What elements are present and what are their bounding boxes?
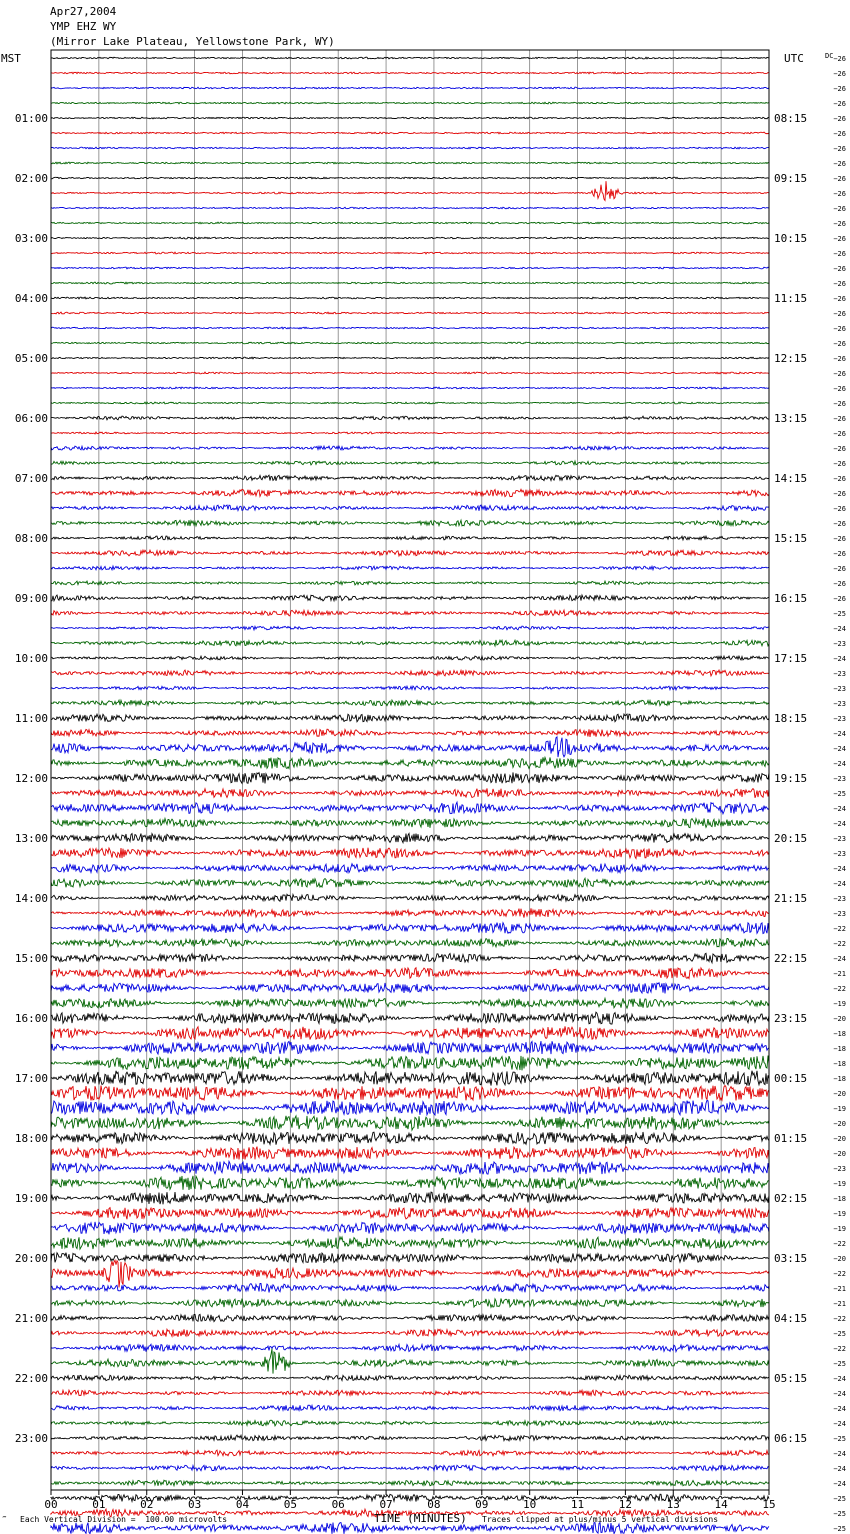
trace-row [51,640,769,646]
dc-offset-label: −22 [833,925,846,933]
trace-row [51,177,769,179]
left-hour-label: 20:00 [14,1252,48,1265]
dc-offset-label: −20 [833,1255,846,1263]
trace-row [51,953,769,962]
left-hour-label: 02:00 [14,172,48,185]
trace-row [51,1435,769,1441]
trace-row [51,788,769,797]
dc-offset-label: −20 [833,1150,846,1158]
dc-offset-label: −24 [833,625,846,633]
trace-row [51,848,769,859]
trace-row [51,1405,769,1411]
trace-row [51,1207,769,1219]
trace-row [51,802,769,814]
dc-offset-label: −22 [833,1240,846,1248]
dc-offset-label: −23 [833,850,846,858]
trace-row [51,581,769,585]
trace-row [51,222,769,224]
trace-row [51,737,769,757]
trace-row [51,908,769,917]
trace-row [51,894,769,901]
dc-offset-label: −26 [833,280,846,288]
dc-offset-label: −26 [833,235,846,243]
trace-row [51,87,769,89]
trace-row [51,357,769,359]
dc-offset-label: −24 [833,655,846,663]
dc-offset-label: −18 [833,1195,846,1203]
trace-row [51,1176,769,1190]
right-hour-label: 14:15 [774,472,808,485]
left-hour-labels [15,112,48,1445]
station-location: (Mirror Lake Plateau, Yellowstone Park, WY) [50,35,335,48]
x-tick-label: 13 [666,1498,680,1511]
x-tick-label: 07 [379,1498,393,1511]
dc-offset-label: −26 [833,340,846,348]
left-hour-label: 06:00 [14,412,48,425]
right-timezone-label: UTC [784,52,804,65]
trace-row [51,1284,769,1293]
dc-offset-label: −26 [833,265,846,273]
trace-row [51,475,769,481]
right-hour-label: 02:15 [774,1192,808,1205]
x-axis-title: TIME (MINUTES) [374,1512,467,1525]
dc-offset-label: −24 [833,865,846,873]
trace-row [51,489,769,496]
dc-offset-label: −24 [833,805,846,813]
dc-offset-label: −21 [833,1300,846,1308]
trace-row [51,312,769,314]
trace-row [51,1299,769,1308]
dc-offset-label: −22 [833,1315,846,1323]
dc-offset-label: −19 [833,1180,846,1188]
seismic-traces [51,57,769,1534]
trace-row [51,1041,769,1054]
trace-row [51,656,769,660]
dc-offset-label: −26 [833,325,846,333]
dc-offset-label: −26 [833,385,846,393]
left-hour-label: 16:00 [14,1012,48,1025]
x-tick-label: 05 [283,1498,297,1511]
left-hour-label: 13:00 [14,832,48,845]
dc-offset-label: −26 [833,310,846,318]
trace-row [51,297,769,299]
trace-row [51,1012,769,1024]
x-tick-label: 03 [187,1498,202,1511]
trace-row [51,1237,769,1249]
dc-offset-label: −25 [833,1525,846,1533]
trace-row [51,446,769,450]
trace-row [51,1056,769,1071]
trace-row [51,626,769,630]
dc-offset-label: −25 [833,610,846,618]
trace-row [51,550,769,556]
trace-row [51,72,769,74]
right-hour-label: 08:15 [774,112,808,125]
trace-row [51,700,769,706]
right-hour-label: 01:15 [774,1132,808,1145]
footer-mark: ‴ [2,1515,7,1524]
trace-row [51,983,769,994]
trace-row [51,117,769,119]
trace-row [51,416,769,420]
trace-row [51,181,769,200]
trace-row [51,267,769,269]
dc-offset-label: −26 [833,490,846,498]
trace-row [51,566,769,570]
left-hour-label: 11:00 [14,712,48,725]
dc-offset-label: −21 [833,970,846,978]
x-tick-label: 14 [714,1498,728,1511]
dc-offset-label: −26 [833,580,846,588]
right-hour-label: 21:15 [774,892,808,905]
right-hour-label: 19:15 [774,772,808,785]
x-tick-label: 09 [475,1498,489,1511]
x-tick-label: 00 [44,1498,58,1511]
dc-offset-label: −26 [833,595,846,603]
left-hour-label: 09:00 [14,592,48,605]
dc-offset-label: −26 [833,130,846,138]
dc-offset-label: −24 [833,1450,846,1458]
dc-column-label: DC [825,52,834,60]
right-hour-label: 10:15 [774,232,808,245]
trace-row [51,968,769,979]
trace-row [51,1480,769,1486]
dc-offset-label: −26 [833,370,846,378]
dc-offset-label: −26 [833,100,846,108]
dc-offset-label: −26 [833,445,846,453]
x-tick-label: 08 [427,1498,441,1511]
x-tick-label: 04 [235,1498,250,1511]
right-hour-label: 11:15 [774,292,808,305]
dc-offset-label: −26 [833,565,846,573]
right-hour-label: 00:15 [774,1072,808,1085]
dc-offset-label: −22 [833,940,846,948]
trace-row [51,1420,769,1426]
x-tick-label: 15 [762,1498,776,1511]
right-hour-label: 22:15 [774,952,808,965]
trace-row [51,1314,769,1321]
dc-offset-label: −23 [833,910,846,918]
left-hour-label: 01:00 [14,112,48,125]
trace-row [51,1375,769,1380]
trace-row [51,595,769,601]
trace-row [51,1494,769,1502]
x-tick-label: 06 [331,1498,345,1511]
left-hour-label: 08:00 [14,532,48,545]
trace-row [51,939,769,948]
left-hour-label: 10:00 [14,652,48,665]
dc-offset-label: −26 [833,145,846,153]
dc-offset-label: −22 [833,985,846,993]
dc-offset-label: −26 [833,70,846,78]
trace-row [51,757,769,768]
trace-row [51,207,769,209]
right-hour-label: 06:15 [774,1432,808,1445]
clip-note: Traces clipped at plus/minus 5 vertical divisions [482,1515,719,1524]
trace-row [51,461,769,465]
dc-offset-label: −24 [833,1480,846,1488]
dc-offset-label: −26 [833,115,846,123]
right-hour-label: 09:15 [774,172,808,185]
dc-offset-label: −26 [833,475,846,483]
trace-row [51,1086,769,1101]
trace-row [51,520,769,526]
left-hour-label: 04:00 [14,292,48,305]
trace-row [51,729,769,737]
right-hour-label: 20:15 [774,832,808,845]
trace-row [51,387,769,389]
left-hour-label: 23:00 [14,1432,48,1445]
trace-row [51,505,769,511]
dc-offset-label: −26 [833,550,846,558]
trace-row [51,610,769,616]
trace-row [51,670,769,676]
x-tick-label: 12 [618,1498,633,1511]
dc-offset-label: −19 [833,1105,846,1113]
trace-row [51,923,769,934]
right-hour-labels [774,112,807,1445]
dc-offset-label: −25 [833,1510,846,1518]
x-tick-label: 11 [570,1498,585,1511]
trace-row [51,282,769,284]
trace-row [51,1116,769,1130]
trace-row [51,1071,769,1086]
dc-offset-label: −24 [833,880,846,888]
trace-row [51,1329,769,1337]
right-hour-label: 17:15 [774,652,808,665]
right-hour-label: 03:15 [774,1252,808,1265]
trace-row [51,1390,769,1396]
trace-row [51,1132,769,1145]
dc-offset-label: −26 [833,220,846,228]
dc-offset-label: −26 [833,415,846,423]
x-tick-label: 02 [140,1498,154,1511]
trace-row [51,819,769,828]
dc-offset-label: −24 [833,760,846,768]
station-code: YMP EHZ WY [50,20,117,33]
left-hour-label: 07:00 [14,472,48,485]
dc-offset-label: −18 [833,1075,846,1083]
left-hour-label: 21:00 [14,1312,48,1325]
trace-row [51,1465,769,1471]
dc-offset-label: −23 [833,715,846,723]
dc-offset-labels [833,55,846,1534]
trace-row [51,1450,769,1456]
trace-row [51,772,769,783]
trace-row [51,237,769,239]
right-hour-label: 15:15 [774,532,808,545]
dc-offset-label: −23 [833,1165,846,1173]
trace-row [51,252,769,254]
dc-offset-label: −24 [833,1405,846,1413]
left-hour-label: 18:00 [14,1132,48,1145]
dc-offset-label: −25 [833,1360,846,1368]
dc-offset-label: −24 [833,955,846,963]
dc-offset-label: −26 [833,250,846,258]
dc-offset-label: −26 [833,505,846,513]
dc-offset-label: −26 [833,430,846,438]
right-hour-label: 23:15 [774,1012,808,1025]
dc-offset-label: −22 [833,1270,846,1278]
dc-offset-label: −24 [833,820,846,828]
left-hour-label: 05:00 [14,352,48,365]
trace-row [51,102,769,104]
trace-row [51,402,769,404]
left-hour-label: 22:00 [14,1372,48,1385]
dc-offset-label: −24 [833,1375,846,1383]
dc-offset-label: −26 [833,55,846,63]
trace-row [51,1147,769,1160]
trace-row [51,327,769,329]
trace-row [51,1100,769,1115]
dc-offset-label: −18 [833,1045,846,1053]
dc-offset-label: −23 [833,685,846,693]
dc-offset-label: −26 [833,295,846,303]
trace-row [51,878,769,887]
dc-offset-label: −23 [833,775,846,783]
trace-row [51,998,769,1008]
dc-offset-label: −23 [833,895,846,903]
dc-offset-label: −26 [833,460,846,468]
trace-row [51,864,769,873]
dc-offset-label: −26 [833,175,846,183]
dc-offset-label: −19 [833,1210,846,1218]
right-hour-label: 04:15 [774,1312,808,1325]
dc-offset-label: −22 [833,1345,846,1353]
dc-offset-label: −20 [833,1120,846,1128]
dc-offset-label: −24 [833,1390,846,1398]
dc-offset-label: −24 [833,730,846,738]
dc-offset-label: −24 [833,1465,846,1473]
scale-note: Each Vertical Division = 100.00 microvolts [20,1515,228,1524]
trace-row [51,147,769,149]
trace-row [51,1260,769,1287]
dc-offset-label: −26 [833,190,846,198]
dc-offset-label: −19 [833,1000,846,1008]
trace-row [51,1344,769,1351]
right-hour-label: 16:15 [774,592,808,605]
trace-row [51,372,769,374]
left-timezone-label: MST [1,52,21,65]
x-tick-label: 10 [523,1498,537,1511]
dc-offset-label: −25 [833,1495,846,1503]
dc-offset-label: −18 [833,1060,846,1068]
dc-offset-label: −26 [833,520,846,528]
left-hour-label: 19:00 [14,1192,48,1205]
trace-row [51,1222,769,1234]
trace-row [51,1253,769,1263]
trace-row [51,1192,769,1204]
trace-row [51,1349,769,1374]
dc-offset-label: −19 [833,1225,846,1233]
right-hour-label: 13:15 [774,412,808,425]
dc-offset-label: −23 [833,700,846,708]
trace-row [51,162,769,164]
plot-date: Apr27,2004 [50,5,117,18]
dc-offset-label: −26 [833,400,846,408]
dc-offset-label: −24 [833,745,846,753]
trace-row [51,1161,769,1174]
right-hour-label: 12:15 [774,352,808,365]
dc-offset-label: −26 [833,205,846,213]
trace-row [51,834,769,843]
x-tick-label: 01 [92,1498,106,1511]
left-hour-label: 15:00 [14,952,48,965]
trace-row [51,536,769,540]
trace-row [51,686,769,690]
dc-offset-label: −25 [833,790,846,798]
trace-row [51,432,769,434]
trace-row [51,342,769,344]
dc-offset-label: −24 [833,1420,846,1428]
left-hour-label: 17:00 [14,1072,48,1085]
dc-offset-label: −18 [833,1030,846,1038]
dc-offset-label: −26 [833,355,846,363]
dc-offset-label: −23 [833,640,846,648]
dc-offset-label: −25 [833,1435,846,1443]
left-hour-label: 12:00 [14,772,48,785]
dc-offset-label: −20 [833,1135,846,1143]
dc-offset-label: −26 [833,160,846,168]
left-hour-label: 14:00 [14,892,48,905]
trace-row [51,57,769,59]
right-hour-label: 18:15 [774,712,808,725]
trace-row [51,132,769,134]
dc-offset-label: −21 [833,1285,846,1293]
right-hour-label: 05:15 [774,1372,808,1385]
dc-offset-label: −26 [833,535,846,543]
minute-gridlines [99,50,721,1490]
dc-offset-label: −25 [833,1330,846,1338]
trace-row [51,1026,769,1039]
dc-offset-label: −20 [833,1015,846,1023]
dc-offset-label: −23 [833,835,846,843]
dc-offset-label: −26 [833,85,846,93]
trace-row [51,714,769,722]
dc-offset-label: −20 [833,1090,846,1098]
left-hour-label: 03:00 [14,232,48,245]
dc-offset-label: −23 [833,670,846,678]
